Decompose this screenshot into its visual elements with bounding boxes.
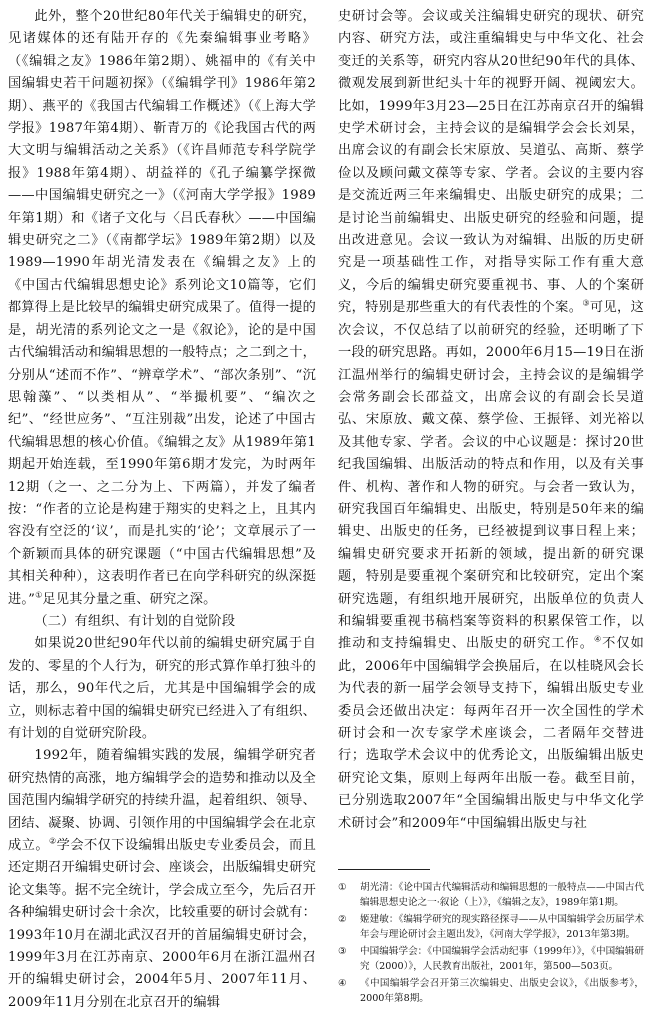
paragraph-text: 可见，这次会议，不仅总结了以前研究的经验，还明晰了下一段的研究思路。再如，2000年6月15—19日在浙江温州举行的编辑史研讨会，主持会议的是编辑学会常务副会长邵益文，出席会议的有副会长吴道弘、宋原放、戴文葆、蔡学俭、王振铎、刘光裕以及其他专家、学者。会议的中心议题是：探讨20世纪我国编辑、出版活动的特点和作用，以及有关事件、机构、著作和人物的研究。与会者一致认为，研究我国百年编辑史、出版史，特别是50年来的编辑史、出版史的任务，已经被提到议事日程上来；编辑史研究要求开拓新的领域，提出新的研究课题，特别是要重视个案研究和比较研究，定出个案研究选题，有组织地开展研究，出版单位的负责人和编辑要重视书稿档案等资料的积累保管工作，以推动和支持编辑史、出版史的研究工作。 [338,300,644,652]
footnote-number: ② [338,914,347,926]
footnote-text: 《中国编辑学会召开第三次编辑史、出版史会议》，《出版参考》，2000年第8期。 [360,978,644,1005]
footnote-number: ③ [338,946,347,958]
footnote-text: 中国编辑学会：《中国编辑学会活动纪事（1999年）》，《中国编辑研究（2000）》，人民教育出版社，2001年，第500—503页。 [360,946,644,973]
footnote-item [338,944,644,974]
footnote-ref[interactable]: ③ [582,298,590,308]
footnote-number: ④ [338,978,347,990]
section-heading: （二）有组织、有计划的自觉阶段 [34,613,236,629]
right-column [338,6,644,1008]
paragraph-text: 学会不仅下设编辑出版史专业委员会，而且还定期召开编辑史研讨会、座谈会，出版编辑史研究论文集等。据不完全统计，学会成立至今，先后召开各种编辑史研讨会十余次，比较重要的研讨会就有：1993年10月在湖北武汉召开的首届编辑史研讨会，1999年3月在江苏南京、2000年6月在浙江温州召开的编辑史研讨会，2004年5月、2007年11月、2009年11月分别在北京召开的编辑 [8,838,316,1010]
footnote-text: 姬建敏：《编辑学研究的现实路径探寻——从中国编辑学会历届学术年会与理论研讨会主题出发》，《河南大学学报》，2013年第3期。 [360,914,644,941]
footnote-item [338,976,644,1006]
paragraph-text: 此外，整个20世纪80年代关于编辑史的研究，见诸媒体的还有陆开存的《先秦编辑事业考略》（《编辑之友》1986年第2期）、姚福申的《有关中国编辑史若干问题初探》（《编辑学刊》1986年第2期）、燕平的《我国古代编辑工作概述》（《上海大学学报》1987年第4期）、靳青万的《论我国古代的两大文明与编辑活动之关系》（《许昌师范专科学院学报》1988年第4期）、胡益祥的《孔子编纂学探微——中国编辑史研究之一》（《河南大学学报》1989年第1期）和《诸子文化与〈吕氏春秋〉——中国编辑史研究之二》（《南都学坛》1989年第2期）以及1989—1990年胡光清发表在《编辑之友》上的《中国古代编辑思想史论》系列论文10篇等，它们都算得上是比较早的编辑史研究成果了。值得一提的是，胡光清的系列论文之一是《叙论》，论的是中国古代编辑活动和编辑思想的一般特点；之二到之十，分别从“述而不作”、“辨章学术”、“部次条别”、“沉思翰藻”、“以类相从”、“举撮机要”、“编次之纪”、“经世应务”、“互注别裁”出发，论述了中国古代编辑思想的核心价值。《编辑之友》从1989年第1期起开始连载，至1990年第6期才发完，为时两年12期（之一、之二分为上、下两篇），并发了编者按：“作者的立论是构建于翔实的史料之上，且其内容没有空泛的‘议’，而是扎实的‘论’；文章展示了一个新颖而具体的研究课题（“中国古代编辑思想”及其相关种种），这表明作者已在向学科研究的纵深挺进。” [8,9,316,607]
footnote-ref[interactable]: ④ [593,634,603,644]
footnote-item [338,912,644,942]
paragraph-text: 1992年，随着编辑实践的发展，编辑学研究者研究热情的高涨，地方编辑学会的造势和推动以及全国范围内编辑学研究的持续升温，起着组织、领导、团结、凝聚、协调、引领作用的中国编辑学会在北京成立。 [8,748,316,854]
body-paragraph-continued [338,6,644,835]
footnote-list [338,880,644,1006]
paragraph-text: 不仅如此，2006年中国编辑学会换届后，在以桂晓风会长为代表的新一届学会领导支持下，编辑出版史专业委员会还做出决定：每两年召开一次全国性的学术研讨会和一次专家学术座谈会，二者隔年交替进行；选取学术会议中的优秀论文，出版编辑出版史研究论文集，原则上每两年出版一卷。截至目前，已分别选取2007年“全国编辑出版史与中华文化学术研讨会”和2009年“中国编辑出版史与社 [338,636,644,831]
paragraph-text: 足见其分量之重、研究之深。 [42,591,217,607]
paragraph-text: 史研讨会等。会议或关注编辑史研究的现状、研究内容、研究方法，或注重编辑史与中华文化、社会变迁的关系等，研究内容从20世纪90年代的具体、微观发展到新世纪头十年的视野开阔、视阈宏大。比如，1999年3月23—25日在江苏南京召开的编辑史学术研讨会，主持会议的是编辑学会会长刘杲，出席会议的有副会长宋原放、吴道弘、高斯、蔡学俭以及顾问戴文葆等专家、学者。会议的主要内容是交流近两三年来编辑史、出版史研究的成果；二是讨论当前编辑史、出版史研究的经验和问题，提出改进意见。会议一致认为对编辑、出版的历史研究是一项基础性工作，对指导实际工作有重大意义，今后的编辑史研究要重视书、事、人的个案研究，特别是那些重大的有代表性的个案。 [338,9,644,316]
footnote-number: ① [338,882,347,894]
body-paragraph [8,6,316,611]
footnote-ref[interactable]: ① [35,590,43,600]
left-column [8,6,316,1014]
footnote-item [338,880,644,910]
footnote-ref[interactable]: ② [49,836,57,846]
body-paragraph [8,633,316,745]
footnote-text: 胡光清：《论中国古代编辑活动和编辑思想的一般特点——中国古代编辑思想史论之一·叙论（上）》，《编辑之友》，1989年第1期。 [360,882,644,909]
paragraph-text: 如果说20世纪90年代以前的编辑史研究属于自发的、零星的个人行为，研究的形式算作单打独斗的话，那么，90年代之后，尤其是中国编辑学会的成立，则标志着中国的编辑史研究已经进入了有组织、有计划的自觉研究阶段。 [8,636,316,741]
footnote-divider [338,869,430,870]
body-paragraph [8,745,316,1014]
